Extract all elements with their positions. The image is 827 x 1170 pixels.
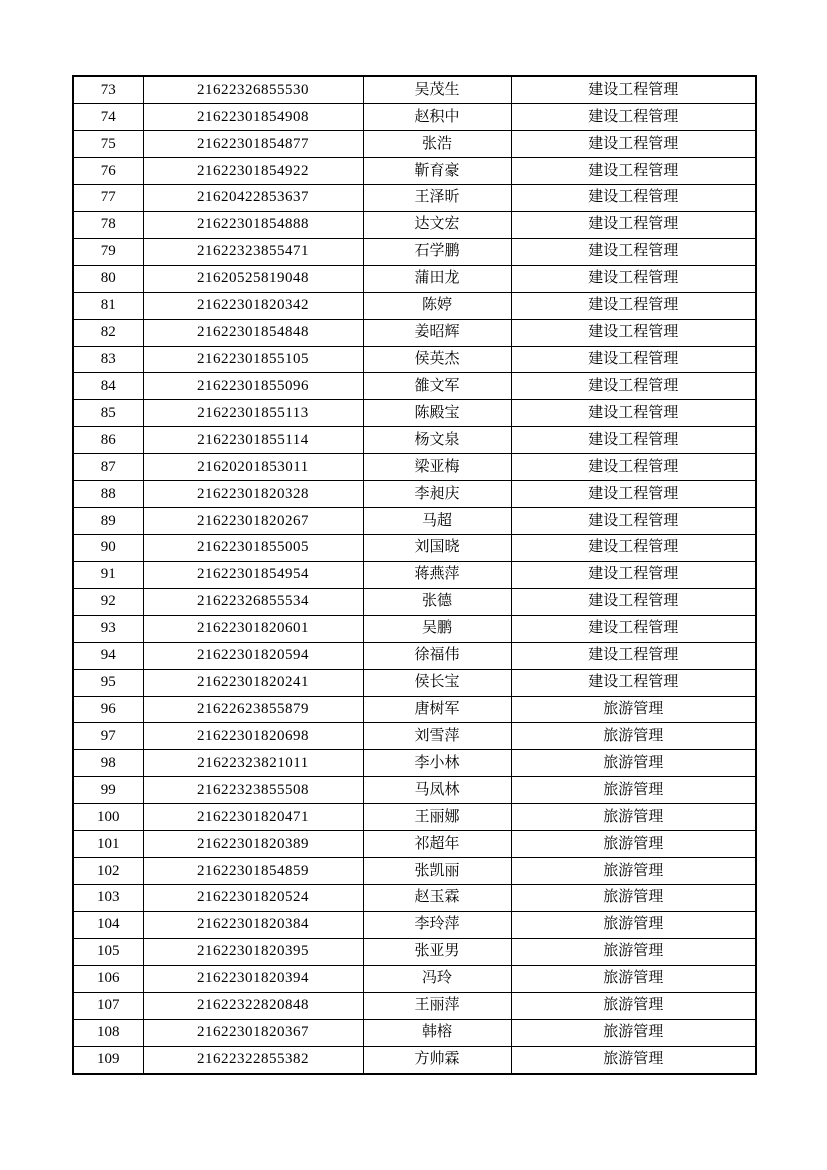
student-id-cell: 21622301854888 <box>143 211 363 238</box>
student-id-cell: 21622323855508 <box>143 777 363 804</box>
table-row <box>73 76 756 104</box>
student-id-cell: 21622301820328 <box>143 481 363 508</box>
row-index-cell: 88 <box>73 481 143 508</box>
student-name-cell: 侯长宝 <box>363 669 511 696</box>
row-index-cell: 77 <box>73 185 143 212</box>
student-name-cell: 达文宏 <box>363 211 511 238</box>
student-id-cell: 21622301820394 <box>143 965 363 992</box>
major-cell: 旅游管理 <box>511 750 756 777</box>
table-row <box>73 185 756 212</box>
row-index-cell: 97 <box>73 723 143 750</box>
student-id-cell: 21622301855096 <box>143 373 363 400</box>
student-id-cell: 21622322855382 <box>143 1046 363 1074</box>
student-id-cell: 21622301820601 <box>143 615 363 642</box>
table-row <box>73 158 756 185</box>
table-row <box>73 535 756 562</box>
table-row <box>73 642 756 669</box>
row-index-cell: 81 <box>73 292 143 319</box>
row-index-cell: 98 <box>73 750 143 777</box>
table-row <box>73 615 756 642</box>
student-id-cell: 21622301820384 <box>143 911 363 938</box>
major-cell: 建设工程管理 <box>511 535 756 562</box>
student-id-cell: 21622301854954 <box>143 561 363 588</box>
student-name-cell: 赵玉霖 <box>363 885 511 912</box>
major-cell: 旅游管理 <box>511 1046 756 1074</box>
student-name-cell: 张德 <box>363 588 511 615</box>
major-cell: 建设工程管理 <box>511 158 756 185</box>
row-index-cell: 79 <box>73 238 143 265</box>
major-cell: 旅游管理 <box>511 938 756 965</box>
table-row <box>73 427 756 454</box>
major-cell: 建设工程管理 <box>511 292 756 319</box>
row-index-cell: 78 <box>73 211 143 238</box>
student-id-cell: 21622301854908 <box>143 104 363 131</box>
table-row <box>73 104 756 131</box>
major-cell: 建设工程管理 <box>511 265 756 292</box>
student-id-cell: 21622301855114 <box>143 427 363 454</box>
major-cell: 建设工程管理 <box>511 131 756 158</box>
table-row <box>73 319 756 346</box>
student-name-cell: 李昶庆 <box>363 481 511 508</box>
student-roster-table <box>72 75 757 1075</box>
major-cell: 建设工程管理 <box>511 319 756 346</box>
major-cell: 旅游管理 <box>511 777 756 804</box>
table-row <box>73 211 756 238</box>
table-row <box>73 669 756 696</box>
major-cell: 建设工程管理 <box>511 669 756 696</box>
table-row <box>73 831 756 858</box>
row-index-cell: 93 <box>73 615 143 642</box>
major-cell: 建设工程管理 <box>511 346 756 373</box>
table-row <box>73 858 756 885</box>
student-id-cell: 21622322820848 <box>143 992 363 1019</box>
table-row <box>73 481 756 508</box>
student-name-cell: 王丽萍 <box>363 992 511 1019</box>
row-index-cell: 80 <box>73 265 143 292</box>
table-row <box>73 292 756 319</box>
table-row <box>73 804 756 831</box>
student-id-cell: 21622301854859 <box>143 858 363 885</box>
major-cell: 建设工程管理 <box>511 454 756 481</box>
row-index-cell: 75 <box>73 131 143 158</box>
student-id-cell: 21622326855534 <box>143 588 363 615</box>
student-id-cell: 21622323821011 <box>143 750 363 777</box>
table-row <box>73 131 756 158</box>
major-cell: 建设工程管理 <box>511 76 756 104</box>
row-index-cell: 101 <box>73 831 143 858</box>
major-cell: 旅游管理 <box>511 858 756 885</box>
table-row <box>73 238 756 265</box>
row-index-cell: 107 <box>73 992 143 1019</box>
row-index-cell: 95 <box>73 669 143 696</box>
table-row <box>73 696 756 723</box>
row-index-cell: 103 <box>73 885 143 912</box>
table-row <box>73 400 756 427</box>
major-cell: 旅游管理 <box>511 1019 756 1046</box>
table-row <box>73 346 756 373</box>
student-name-cell: 马超 <box>363 508 511 535</box>
table-row <box>73 373 756 400</box>
student-name-cell: 王丽娜 <box>363 804 511 831</box>
student-name-cell: 唐树军 <box>363 696 511 723</box>
table-row <box>73 508 756 535</box>
row-index-cell: 96 <box>73 696 143 723</box>
student-name-cell: 侯英杰 <box>363 346 511 373</box>
row-index-cell: 85 <box>73 400 143 427</box>
table-row <box>73 265 756 292</box>
table-row <box>73 723 756 750</box>
student-name-cell: 祁超年 <box>363 831 511 858</box>
student-name-cell: 马凤林 <box>363 777 511 804</box>
major-cell: 建设工程管理 <box>511 400 756 427</box>
row-index-cell: 102 <box>73 858 143 885</box>
major-cell: 建设工程管理 <box>511 561 756 588</box>
major-cell: 建设工程管理 <box>511 104 756 131</box>
student-name-cell: 张凯丽 <box>363 858 511 885</box>
row-index-cell: 99 <box>73 777 143 804</box>
student-name-cell: 姜昭辉 <box>363 319 511 346</box>
row-index-cell: 82 <box>73 319 143 346</box>
row-index-cell: 108 <box>73 1019 143 1046</box>
major-cell: 旅游管理 <box>511 804 756 831</box>
row-index-cell: 87 <box>73 454 143 481</box>
student-name-cell: 刘国晓 <box>363 535 511 562</box>
student-name-cell: 梁亚梅 <box>363 454 511 481</box>
student-name-cell: 徐福伟 <box>363 642 511 669</box>
row-index-cell: 90 <box>73 535 143 562</box>
row-index-cell: 100 <box>73 804 143 831</box>
student-name-cell: 靳育豪 <box>363 158 511 185</box>
table-row <box>73 561 756 588</box>
major-cell: 建设工程管理 <box>511 185 756 212</box>
major-cell: 旅游管理 <box>511 911 756 938</box>
row-index-cell: 109 <box>73 1046 143 1074</box>
major-cell: 旅游管理 <box>511 992 756 1019</box>
student-name-cell: 吴茂生 <box>363 76 511 104</box>
student-id-cell: 21622301820267 <box>143 508 363 535</box>
table-row <box>73 777 756 804</box>
student-name-cell: 方帅霖 <box>363 1046 511 1074</box>
student-id-cell: 21622301820389 <box>143 831 363 858</box>
major-cell: 建设工程管理 <box>511 211 756 238</box>
student-id-cell: 21622301855005 <box>143 535 363 562</box>
student-name-cell: 蒲田龙 <box>363 265 511 292</box>
major-cell: 旅游管理 <box>511 723 756 750</box>
row-index-cell: 83 <box>73 346 143 373</box>
student-name-cell: 雒文军 <box>363 373 511 400</box>
table-row <box>73 454 756 481</box>
student-id-cell: 21620422853637 <box>143 185 363 212</box>
major-cell: 建设工程管理 <box>511 508 756 535</box>
student-name-cell: 陈殿宝 <box>363 400 511 427</box>
row-index-cell: 89 <box>73 508 143 535</box>
student-id-cell: 21622326855530 <box>143 76 363 104</box>
student-id-cell: 21622301820594 <box>143 642 363 669</box>
row-index-cell: 74 <box>73 104 143 131</box>
table-row <box>73 1019 756 1046</box>
student-id-cell: 21622301820241 <box>143 669 363 696</box>
major-cell: 建设工程管理 <box>511 615 756 642</box>
student-id-cell: 21622301854848 <box>143 319 363 346</box>
student-table-body <box>73 76 756 1074</box>
table-row <box>73 992 756 1019</box>
student-id-cell: 21620525819048 <box>143 265 363 292</box>
student-id-cell: 21622301820471 <box>143 804 363 831</box>
major-cell: 旅游管理 <box>511 831 756 858</box>
row-index-cell: 73 <box>73 76 143 104</box>
student-id-cell: 21622301855105 <box>143 346 363 373</box>
student-name-cell: 刘雪萍 <box>363 723 511 750</box>
student-name-cell: 陈婷 <box>363 292 511 319</box>
student-id-cell: 21622301854877 <box>143 131 363 158</box>
table-row <box>73 1046 756 1074</box>
row-index-cell: 106 <box>73 965 143 992</box>
major-cell: 旅游管理 <box>511 696 756 723</box>
student-name-cell: 石学鹏 <box>363 238 511 265</box>
table-row <box>73 938 756 965</box>
table-row <box>73 885 756 912</box>
major-cell: 建设工程管理 <box>511 642 756 669</box>
row-index-cell: 92 <box>73 588 143 615</box>
student-id-cell: 21622301820367 <box>143 1019 363 1046</box>
student-id-cell: 21622301854922 <box>143 158 363 185</box>
table-row <box>73 911 756 938</box>
row-index-cell: 105 <box>73 938 143 965</box>
major-cell: 建设工程管理 <box>511 427 756 454</box>
table-row <box>73 750 756 777</box>
student-name-cell: 蒋燕萍 <box>363 561 511 588</box>
row-index-cell: 84 <box>73 373 143 400</box>
student-name-cell: 冯玲 <box>363 965 511 992</box>
student-name-cell: 杨文泉 <box>363 427 511 454</box>
major-cell: 建设工程管理 <box>511 238 756 265</box>
student-id-cell: 21622323855471 <box>143 238 363 265</box>
row-index-cell: 86 <box>73 427 143 454</box>
student-name-cell: 王泽昕 <box>363 185 511 212</box>
table-row <box>73 588 756 615</box>
row-index-cell: 91 <box>73 561 143 588</box>
student-id-cell: 21622301820342 <box>143 292 363 319</box>
major-cell: 建设工程管理 <box>511 588 756 615</box>
student-id-cell: 21622301855113 <box>143 400 363 427</box>
major-cell: 建设工程管理 <box>511 481 756 508</box>
student-id-cell: 21620201853011 <box>143 454 363 481</box>
student-id-cell: 21622301820524 <box>143 885 363 912</box>
major-cell: 旅游管理 <box>511 885 756 912</box>
major-cell: 旅游管理 <box>511 965 756 992</box>
major-cell: 建设工程管理 <box>511 373 756 400</box>
student-name-cell: 李小林 <box>363 750 511 777</box>
student-name-cell: 张浩 <box>363 131 511 158</box>
student-id-cell: 21622301820395 <box>143 938 363 965</box>
row-index-cell: 94 <box>73 642 143 669</box>
student-name-cell: 吴鹏 <box>363 615 511 642</box>
student-id-cell: 21622623855879 <box>143 696 363 723</box>
student-id-cell: 21622301820698 <box>143 723 363 750</box>
student-name-cell: 张亚男 <box>363 938 511 965</box>
table-row <box>73 965 756 992</box>
student-name-cell: 李玲萍 <box>363 911 511 938</box>
row-index-cell: 76 <box>73 158 143 185</box>
student-name-cell: 赵积中 <box>363 104 511 131</box>
row-index-cell: 104 <box>73 911 143 938</box>
student-name-cell: 韩榕 <box>363 1019 511 1046</box>
